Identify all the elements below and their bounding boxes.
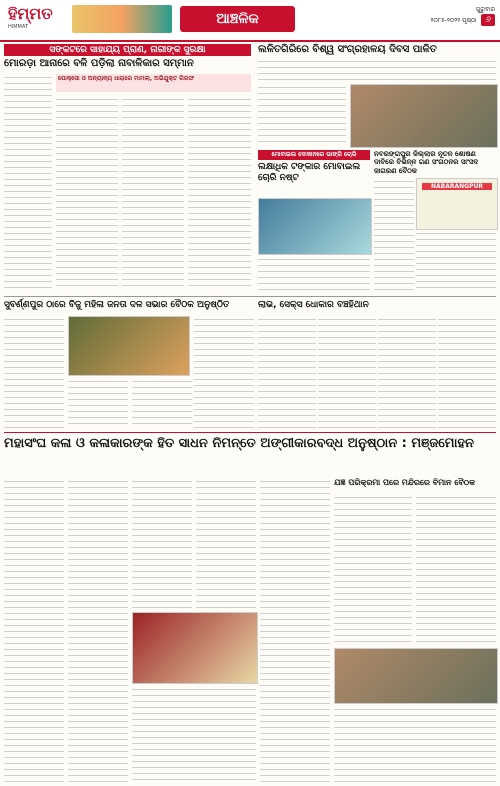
story7-body-col1 — [4, 478, 64, 782]
story8-photo — [334, 648, 498, 704]
story7-photo — [132, 612, 258, 684]
story7-body-col3 — [132, 478, 192, 608]
story5-photo — [68, 316, 190, 376]
story6-body-col4 — [438, 316, 496, 428]
date-label: ୨୦୮୫-୨୦୨୨ — [430, 17, 461, 24]
story1-subhead: ପୋକ୍ସୋ ଓ ଅନ୍ୟାନ୍ୟ ଧାରାରେ ମାମଲା, ଅଭିଯୁକ୍ତ ଗିରଫ — [56, 74, 251, 92]
story3-kicker: ମୋବାଇଲ ଦୋକାନରେ ଭାଙ୍ଗି ଚୋରି — [258, 150, 370, 160]
story3-headline: ଲକ୍ଷାଧିକ ଟଙ୍କାର ମୋବାଇଲ ଚୋରି ନଷ୍ଟ — [258, 162, 361, 183]
logo-subtitle: HIMMAT — [8, 24, 28, 30]
page-number-badge: ୬ — [481, 14, 495, 26]
story4-body-col1 — [374, 178, 414, 293]
story7-body-col2 — [68, 478, 128, 782]
story1-body-col3 — [122, 96, 184, 291]
story7-body-col4 — [196, 478, 256, 608]
story5-headline: ସୁବର୍ଣ୍ଣପୁର ଠାରେ ବିଜୁ ମହିଳା ଜନତା ଦଳ ସଭାର ବୈଠକ ଅନୁଷ୍ଠିତ — [4, 300, 230, 310]
story2-body — [258, 58, 496, 82]
story5-body-col3 — [132, 378, 192, 428]
story5-body-col4 — [194, 316, 254, 428]
story6-headline: ଲାଭ, ସେକ୍ସ ଧୋକାର ବଞ୍ଚହିଥାନ — [258, 300, 369, 310]
story8-headline: ଯଜ୍ଞ ପରିକ୍ରମା ପରେ ମନ୍ଦିରରେ ବିମାନ ବୈଠକ — [334, 478, 476, 487]
story7-headline: ମହାସଂଘ କଳା ଓ କଳାକାରଙ୍କ ହିତ ସାଧନ ନିମନ୍ତେ ଅଙ୍ଗୀକାରବଦ୍ଧ ଅନୁଷ୍ଠାନ : ମଞ୍ଜମୋହନ — [4, 436, 474, 451]
story4-headline: ନବରଙ୍ଗପୁର ଜିଲ୍ଲାର ନୂତନ ଶୋଷଣ ଦାବିରେ ବିଭିନ୍ନ ଗଣ ସଂଗଠନର ସାଂସଦ ଜାଗରଣ ବୈଠକ — [374, 150, 479, 175]
story6-body-col3 — [378, 316, 436, 428]
story1-body-col4 — [188, 96, 251, 291]
story2-body-col — [258, 84, 346, 146]
story8-body-col3 — [334, 706, 496, 782]
story7-body-col6 — [260, 478, 330, 782]
section-divider-red — [4, 432, 496, 433]
date-block — [395, 6, 495, 34]
story4-photo-sign: NABARANGPUR — [422, 183, 492, 190]
story2-headline: ଲଳିତଗିରିରେ ବିଶ୍ୱ ସଂଗ୍ରହାଳୟ ଦିବସ ପାଳିତ — [258, 44, 437, 55]
story2-photo — [350, 84, 498, 148]
story1-headline: ମୋରଡ଼ା ଆନାରେ ବଳି ପଡ଼ିଲା ନାବାଳିକାର ସମ୍ମାନ — [4, 58, 194, 69]
section-title: ଆଞ୍ଚଳିକ — [180, 6, 295, 32]
day-label: ଗୁରୁବାର — [475, 6, 495, 13]
story3-body — [258, 256, 370, 294]
story7-body-col5 — [132, 686, 256, 782]
story8-body-col2 — [416, 494, 496, 644]
logo-title: ହିମ୍ମତ — [8, 4, 53, 23]
story5-body-col2 — [68, 378, 128, 428]
story5-body-col1 — [4, 316, 64, 428]
story1-body-col2 — [56, 96, 118, 291]
story1-body-col1 — [4, 116, 52, 291]
newspaper-logo — [8, 4, 68, 34]
section-divider — [4, 296, 496, 297]
story4-body-col2 — [416, 230, 496, 293]
story1-body-lead — [4, 74, 52, 114]
story1-kicker: ସଙ୍କଟରେ ସାହାଯ୍ୟ ପ୍ରାଣ, ନାରୀଙ୍କ ସୁରକ୍ଷା — [4, 44, 251, 56]
story6-body-col2 — [318, 316, 376, 428]
story4-photo — [416, 178, 498, 230]
story8-body-col1 — [334, 494, 412, 644]
story6-body-col1 — [258, 316, 316, 428]
masthead-banner-image — [72, 5, 172, 33]
story3-photo — [258, 198, 372, 255]
page-label: ପୃଷ୍ଠା — [462, 17, 477, 24]
